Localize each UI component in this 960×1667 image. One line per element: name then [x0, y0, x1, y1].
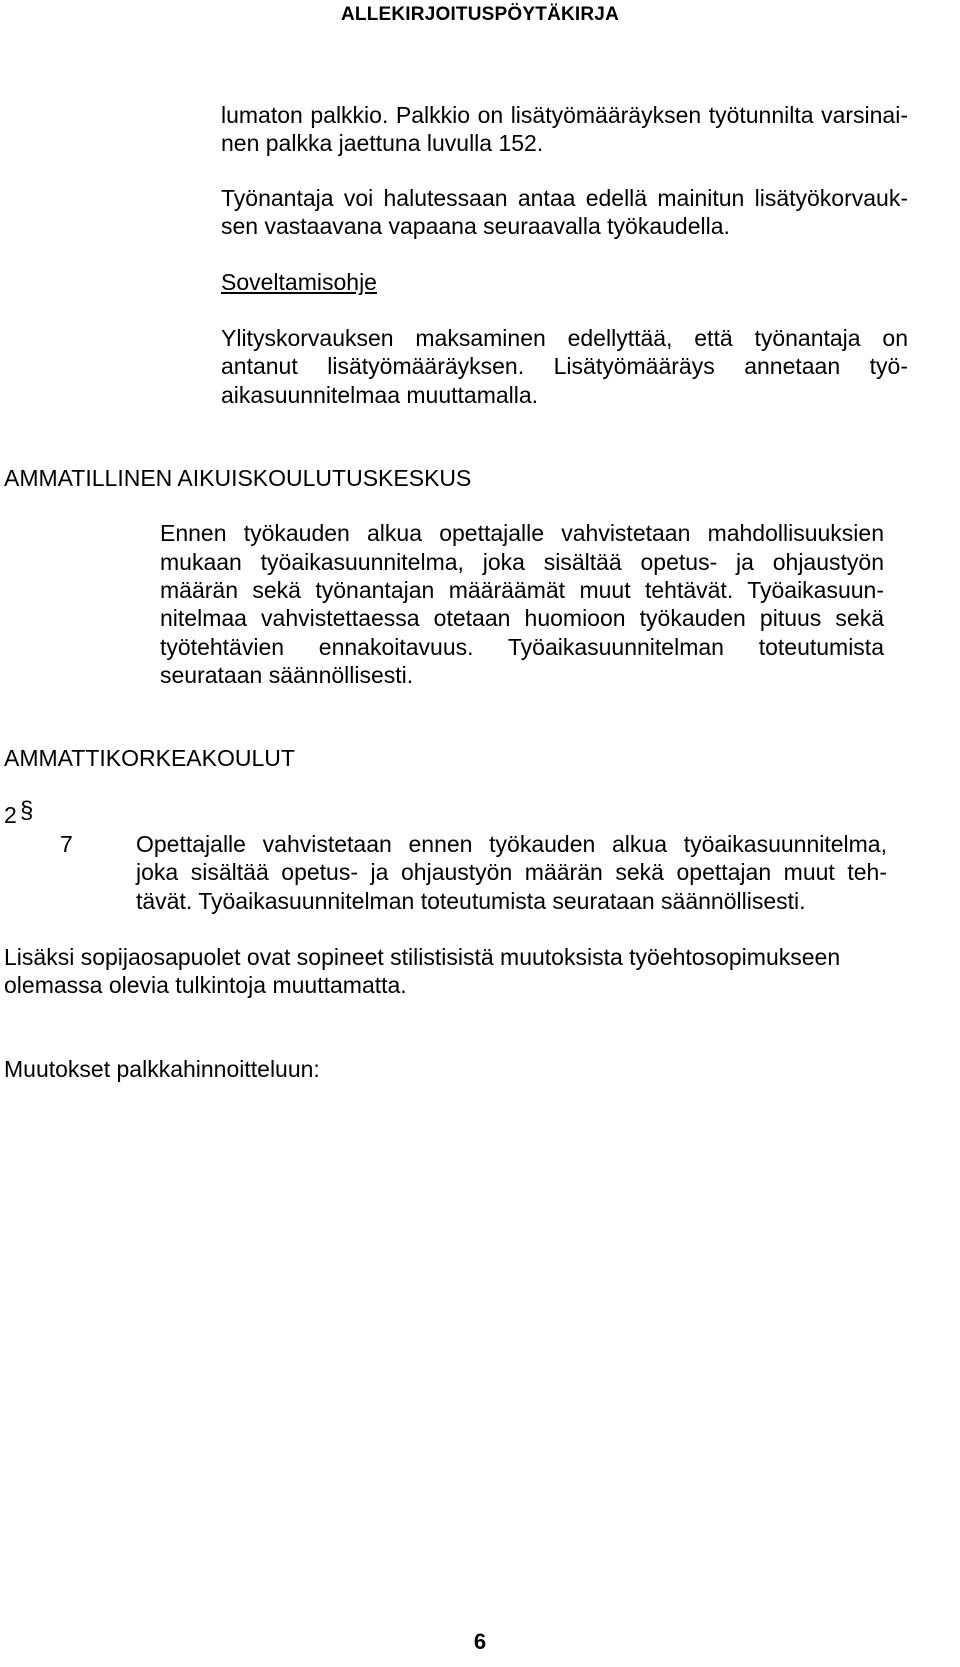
section-heading: AMMATTIKORKEAKOULUT — [4, 745, 295, 771]
text-line: työtehtävien ennakoitavuus. Työaikasuunnitelman toteutumista — [160, 634, 884, 660]
text-line: olemassa olevia tulkintoja muuttamatta. — [4, 972, 407, 998]
text-line: Opettajalle vahvistetaan ennen työkauden alkua työaikasuunnitelma, — [136, 831, 887, 857]
text-line: lumaton palkkio. Palkkio on lisätyömääräyksen työtunnilta varsinai- — [221, 102, 908, 128]
text-line: tävät. Työaikasuunnitelman toteutumista seurataan säännöllisesti. — [136, 888, 806, 914]
guidance-heading: Soveltamisohje — [221, 269, 377, 295]
changes-heading: Muutokset palkkahinnoitteluun: — [4, 1056, 320, 1082]
text-line: nen palkka jaettuna luvulla 152. — [221, 130, 544, 156]
page-number: 6 — [473, 1629, 487, 1654]
section-number: 2 — [4, 802, 17, 828]
text-line: Ylityskorvauksen maksaminen edellyttää, että työnantaja on — [221, 325, 908, 351]
text-line: sen vastaavana vapaana seuraavalla työkaudella. — [221, 213, 730, 239]
section-heading: AMMATILLINEN AIKUISKOULUTUSKESKUS — [4, 465, 472, 491]
document-header-title: ALLEKIRJOITUSPÖYTÄKIRJA — [340, 4, 619, 25]
text-line: Lisäksi sopijaosapuolet ovat sopineet stilistisistä muutoksista työehtosopimukseen — [4, 944, 841, 970]
text-line: määrän sekä työnantajan määräämät muut tehtävät. Työaikasuun- — [160, 577, 884, 603]
text-line: nitelmaa vahvistettaessa otetaan huomioon työkauden pituus sekä — [160, 605, 884, 631]
paragraph-number: 7 — [60, 831, 73, 857]
text-line: Työnantaja voi halutessaan antaa edellä mainitun lisätyökorvauk- — [221, 185, 908, 211]
text-line: mukaan työaikasuunnitelma, joka sisältää opetus- ja ohjaustyön — [160, 549, 884, 575]
text-line: Ennen työkauden alkua opettajalle vahvistetaan mahdollisuuksien — [160, 520, 884, 546]
text-line: antanut lisätyömääräyksen. Lisätyömääräys annetaan työ- — [221, 353, 908, 379]
text-line: joka sisältää opetus- ja ohjaustyön määrän sekä opettajan muut teh- — [136, 859, 887, 885]
section-sign-glyph: § — [20, 797, 34, 824]
text-line: aikasuunnitelmaa muuttamalla. — [221, 382, 539, 408]
text-line: seurataan säännöllisesti. — [160, 662, 414, 688]
